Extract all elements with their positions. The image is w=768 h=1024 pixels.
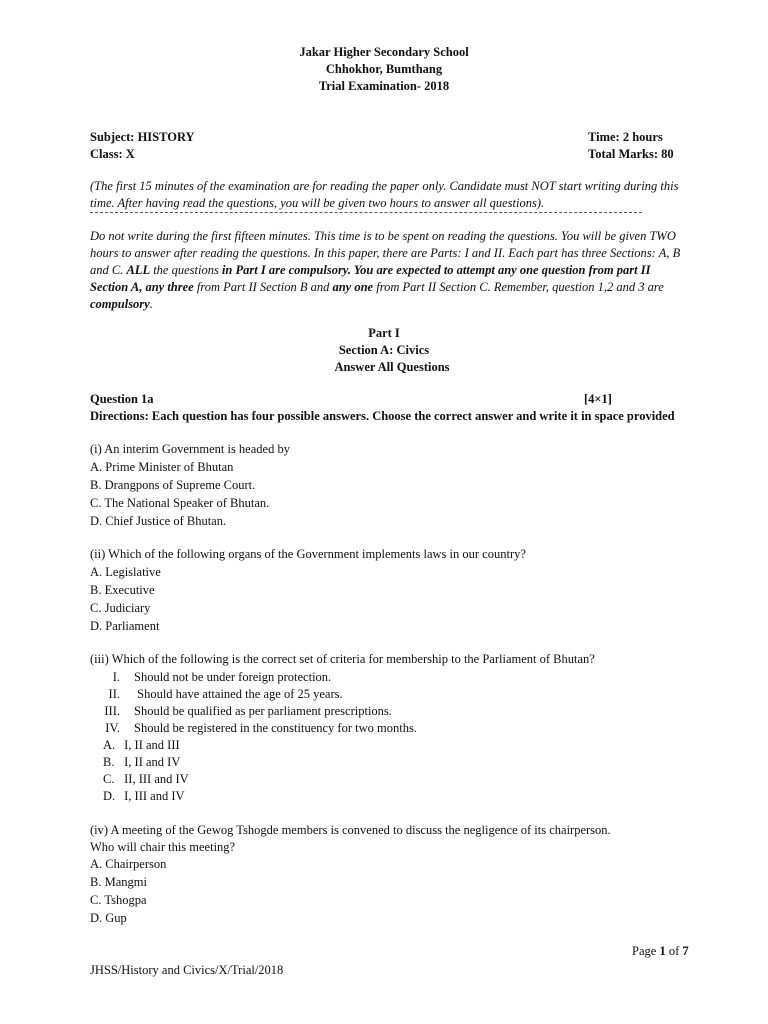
instructions [90,228,690,313]
question-stem-line-1: (iv) A meeting of the Gewog Tshogde members is convened to discuss the negligence of its chairperson. [90,823,611,837]
question-2 [90,546,690,636]
question-stem: (i) An interim Government is headed by [90,442,290,456]
option-b: B. Drangpons of Supreme Court. [90,478,256,492]
total-marks-label: Total Marks: 80 [588,147,674,161]
school-name: Jakar Higher Secondary School [299,45,469,59]
option-d: D. Parliament [90,619,160,633]
section-heading: Section A: Civics [338,343,430,357]
criterion-text: Should have attained the age of 25 years. [134,687,343,701]
option-letter: C. [103,772,115,786]
option-a [103,737,690,754]
option-b [103,754,690,771]
question-4 [90,822,690,928]
instructions-compulsory-part: in Part I are compulsory. You are expected to attempt any one question from part II Section A, any three [90,263,651,294]
option-letter: D. [103,789,116,803]
option-text: I, II and III [124,738,180,752]
option-c: C. Tshogpa [90,893,147,907]
option-list [90,737,690,805]
time-label: Time: 2 hours [588,130,663,144]
criterion-number: III. [104,704,120,718]
option-c [103,771,690,788]
document-header [0,44,768,95]
question-marks: [4×1] [584,392,612,406]
page-total: 7 [682,944,689,958]
instructions-text-5: . [149,297,153,311]
question-3 [90,651,690,805]
option-a: A. Prime Minister of Bhutan [90,460,234,474]
criterion-text: Should be qualified as per parliament prescriptions. [134,704,392,718]
option-text: I, III and IV [124,789,185,803]
option-d: D. Gup [90,911,127,925]
option-a: A. Chairperson [90,857,167,871]
option-c: C. Judiciary [90,601,151,615]
instructions-text-3: from Part II Section B and [193,280,333,294]
criterion-number: II. [108,687,120,701]
option-text: II, III and IV [124,772,189,786]
question-label: Question 1a [90,392,154,406]
exam-title: Trial Examination- 2018 [318,79,450,93]
page-prefix: Page [632,944,660,958]
page-current: 1 [659,944,666,958]
question-stem: (ii) Which of the following organs of the Government implements laws in our country? [90,547,526,561]
page-mid: of [665,944,683,958]
instructions-text-2: the questions [150,263,222,277]
instructions-all: ALL [126,263,151,277]
class-label: Class: X [90,147,135,161]
criterion-1 [90,669,690,686]
page-number [632,943,689,960]
option-letter: A. [103,738,116,752]
option-list [90,459,690,531]
criterion-number: I. [112,670,120,684]
criterion-text: Should not be under foreign protection. [134,670,332,684]
class-row [90,146,684,163]
option-c: C. The National Speaker of Bhutan. [90,496,270,510]
option-list [90,856,690,928]
instructions-any-one: any one [332,280,374,294]
reading-time-note: (The first 15 minutes of the examination are for reading the paper only. Candidate must NOT start writing during this time. After having read the questions, you will be given two hours to answer all questions). [90,179,679,210]
subject-label: Subject: HISTORY [90,130,195,144]
question-directions: Directions: Each question has four possible answers. Choose the correct answer and write it in space provided [90,409,675,423]
criteria-list [90,669,690,737]
question-1 [90,441,690,531]
option-d: D. Chief Justice of Bhutan. [90,514,227,528]
instructions-text-1: Do not write during the first fifteen minutes. This time is to be spent on reading the questions. You will be given TWO hours to answer after reading the questions. In this paper, there are Parts: I and II. Each part has three Sections: A, B and C. [90,229,681,277]
option-list [90,564,690,636]
option-letter: B. [103,755,115,769]
criterion-number: IV. [105,721,120,735]
criterion-text: Should be registered in the constituency for two months. [134,721,417,735]
option-b: B. Executive [90,583,155,597]
question-stem: (iii) Which of the following is the correct set of criteria for membership to the Parliament of Bhutan? [90,652,595,666]
option-text: I, II and IV [124,755,181,769]
footer-code: JHSS/History and Civics/X/Trial/2018 [90,963,284,977]
criterion-2 [90,686,690,703]
instructions-text-4: from Part II Section C. Remember, question 1,2 and 3 are [373,280,664,294]
school-location: Chhokhor, Bumthang [325,62,443,76]
option-b: B. Mangmi [90,875,147,889]
dashed-divider [90,212,642,213]
subject-row [90,129,684,146]
question-header [90,391,690,408]
criterion-4 [90,720,690,737]
criterion-3 [90,703,690,720]
option-d [103,788,690,805]
option-a: A. Legislative [90,565,161,579]
instructions-compulsory: compulsory [90,297,150,311]
section-note: Answer All Questions [334,360,450,374]
question-stem-line-2: Who will chair this meeting? [90,840,236,854]
part-heading: Part I [368,326,400,340]
